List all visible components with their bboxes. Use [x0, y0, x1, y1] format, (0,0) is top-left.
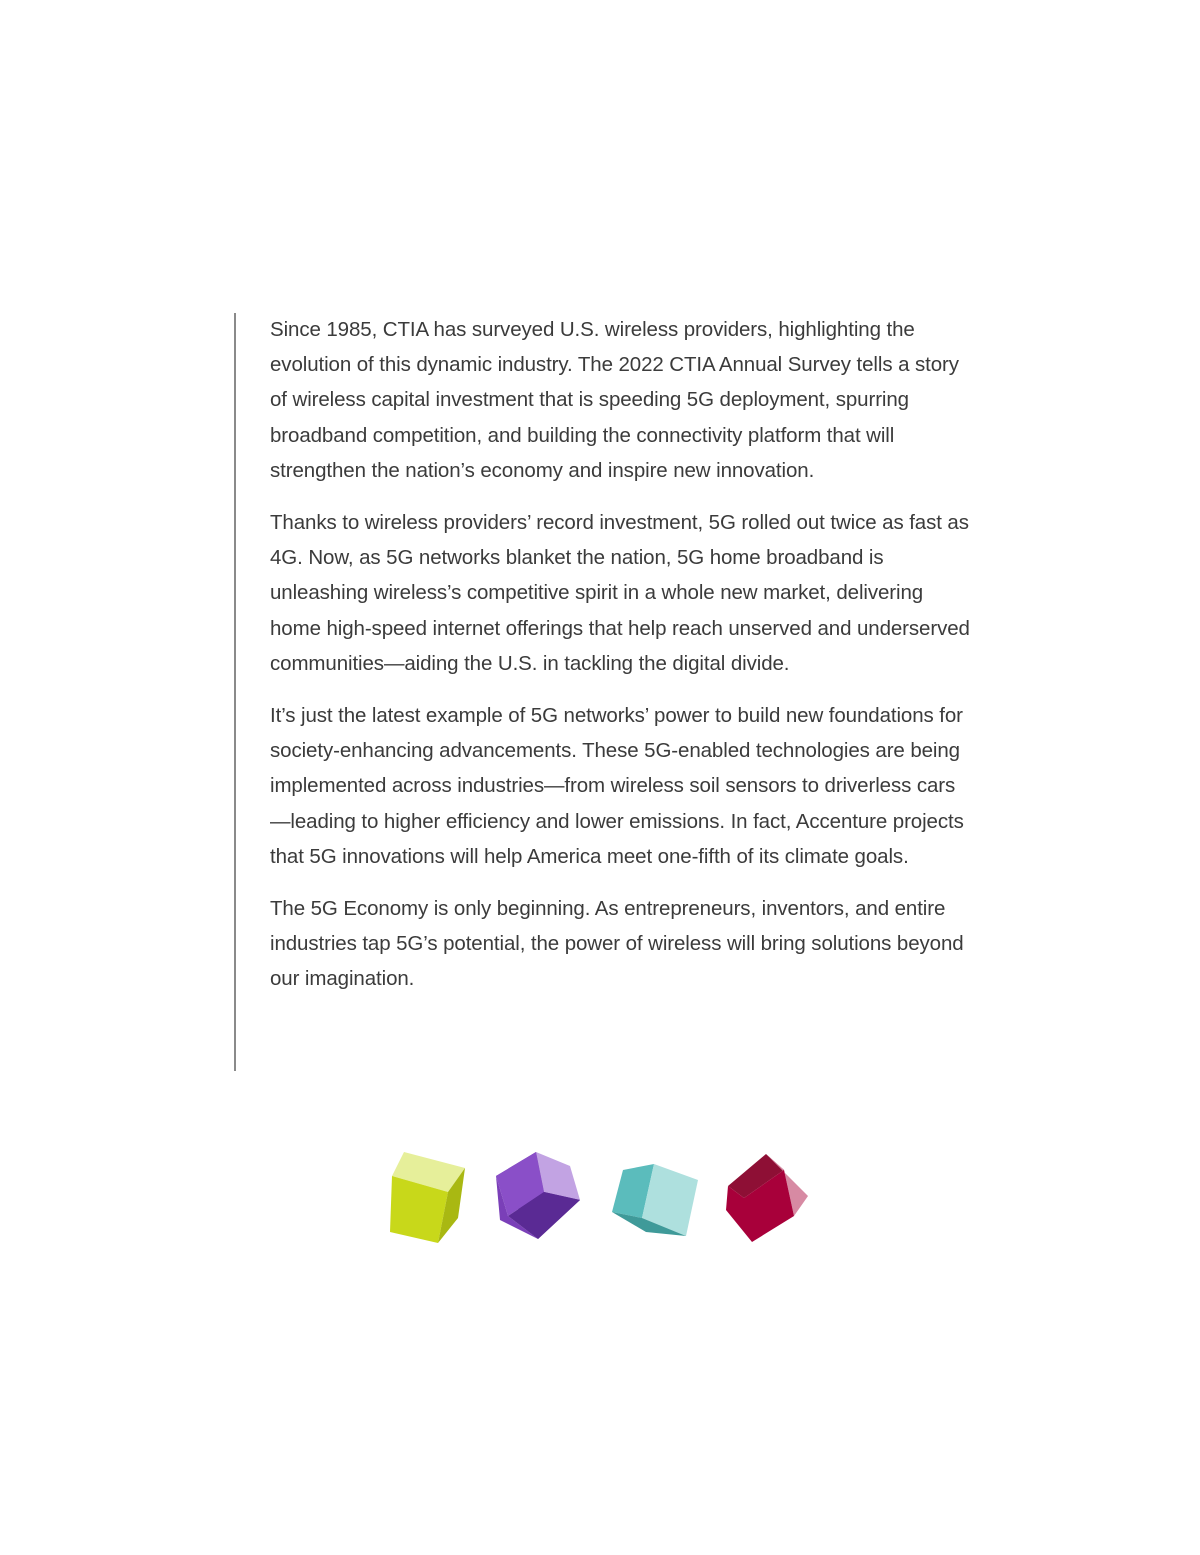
cubes-illustration — [380, 1140, 820, 1255]
paragraph-3: It’s just the latest example of 5G networks’ power to build new foundations for society-enhancing advancements. These 5G-enabled technologies are being implemented across industries—from wireless soil sensors to driverless cars—leading to higher efficiency and lower emissions. In fact, Accenture projects that 5G innovations will help America meet one-fifth of its climate goals. — [270, 704, 964, 868]
purple-cube-icon — [496, 1152, 580, 1239]
crimson-cube-icon — [726, 1154, 808, 1242]
paragraph-1: Since 1985, CTIA has surveyed U.S. wireless providers, highlighting the evolution of this dynamic industry. The 2022 CTIA Annual Survey tells a story of wireless capital investment that is speeding 5G deployment, spurring broadband competition, and building the connectivity platform that will strengthen the nation’s economy and inspire new innovation. — [270, 318, 959, 482]
lime-cube-icon — [390, 1152, 465, 1243]
teal-cube-icon — [612, 1164, 698, 1236]
paragraph-4: The 5G Economy is only beginning. As entrepreneurs, inventors, and entire industries tap 5G’s potential, the power of wireless will bring solutions beyond our imagination. — [270, 897, 964, 991]
vertical-rule — [234, 313, 236, 1071]
paragraph-2: Thanks to wireless providers’ record investment, 5G rolled out twice as fast as 4G. Now, as 5G networks blanket the nation, 5G home broadband is unleashing wireless’s competitive spirit in a whole new market, delivering home high-speed internet offerings that help reach unserved and underserved communities—aiding the U.S. in tackling the digital divide. — [270, 511, 970, 675]
body-text — [270, 312, 970, 1014]
decorative-cubes — [380, 1140, 820, 1255]
